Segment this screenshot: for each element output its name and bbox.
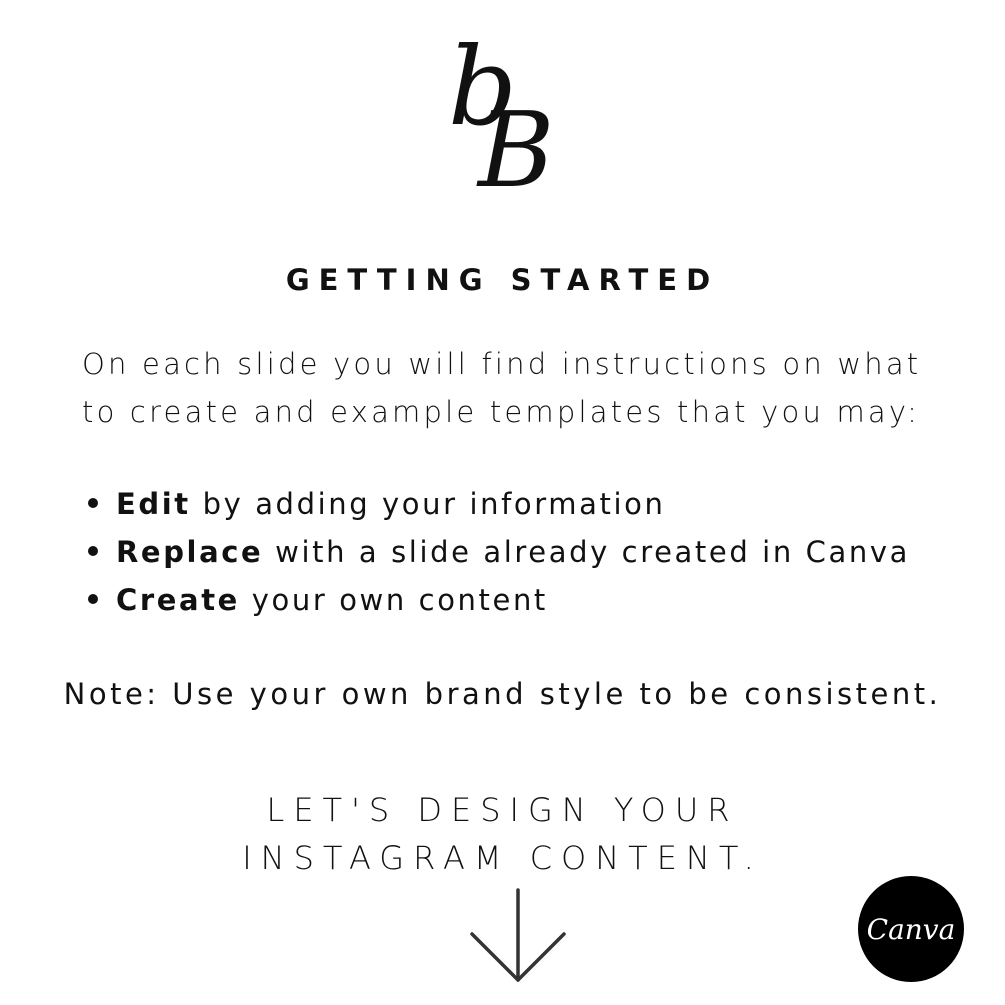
intro-line-1: On each slide you will find instructions on what xyxy=(82,347,922,381)
list-item-create xyxy=(88,576,988,624)
brand-logo xyxy=(440,25,570,211)
intro-text xyxy=(82,340,982,436)
options-list xyxy=(88,480,988,624)
page-title: GETTING STARTED xyxy=(285,263,720,297)
list-item-bold: Replace xyxy=(116,535,264,569)
logo-letter-big: B xyxy=(478,89,555,211)
intro-line-2: to create and example templates that you may: xyxy=(82,395,921,429)
cta-line-1: LET'S DESIGN YOUR xyxy=(266,791,739,829)
logo-letter-small: b xyxy=(448,25,518,150)
note-text: Note: Use your own brand style to be consistent. xyxy=(63,677,942,711)
arrow-down-icon xyxy=(466,888,570,988)
list-item-text: by adding your information xyxy=(190,487,666,521)
list-item-bold: Edit xyxy=(116,487,191,521)
list-item-text: your own content xyxy=(239,583,548,617)
list-item-replace xyxy=(88,528,988,576)
call-to-action xyxy=(0,786,1005,882)
list-item-edit xyxy=(88,480,988,528)
canva-logo-text: Canva xyxy=(866,912,956,946)
bullet-icon xyxy=(88,594,98,604)
list-item-bold: Create xyxy=(116,583,240,617)
cta-line-2: INSTAGRAM CONTENT. xyxy=(242,839,763,877)
canva-logo-badge xyxy=(858,876,964,982)
bullet-icon xyxy=(88,546,98,556)
bullet-icon xyxy=(88,498,98,508)
list-item-text: with a slide already created in Canva xyxy=(263,535,910,569)
